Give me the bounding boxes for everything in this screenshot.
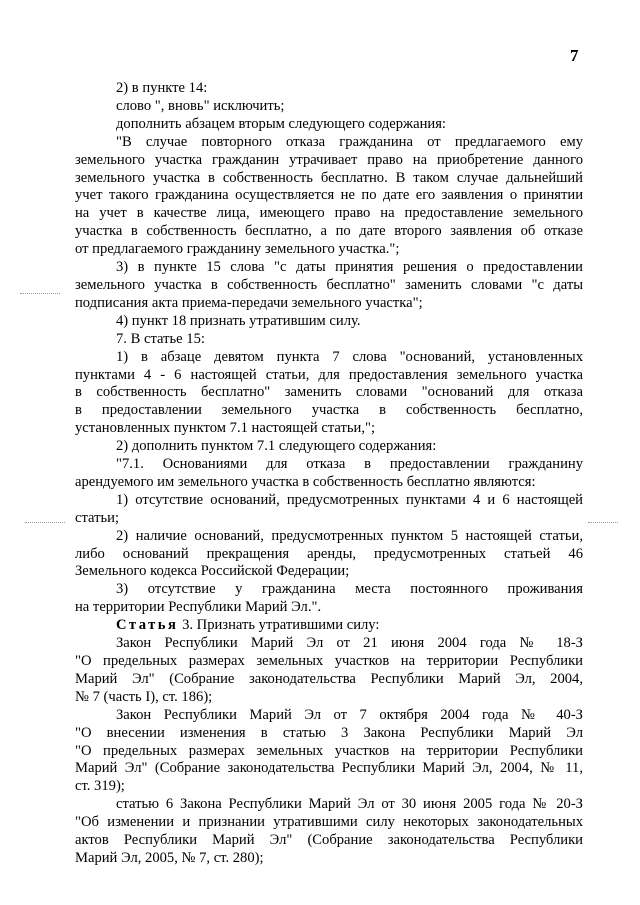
text-line: актов Республики Марий Эл" (Собрание законодательства Республики <box>75 832 583 849</box>
text-line: статью 6 Закона Республики Марий Эл от 30 июня 2005 года № 20-З <box>116 796 583 813</box>
text-line: 2) наличие оснований, предусмотренных пунктом 5 настоящей статьи, <box>116 527 583 544</box>
text-line: "О предельных размерах земельных участков на территории Республики <box>75 653 583 669</box>
text-line: 1) в абзаце девятом пункта 7 слова "оснований, установленных <box>116 348 583 365</box>
text-line: Марий Эл" (Собрание законодательства Республики Марий Эл, 2004, <box>75 670 583 687</box>
text-line: "О внесении изменения в статью 3 Закона Республики Марий Эл <box>75 724 583 741</box>
article-text: 3. Признать утратившими силу: <box>182 617 380 634</box>
page-number: 7 <box>570 46 579 65</box>
text-line: Земельного кодекса Российской Федерации; <box>75 563 350 580</box>
text-line: учет такого гражданина осуществляется не по дате его заявления о принятии <box>75 187 583 204</box>
article-heading: Статья <box>116 617 179 634</box>
text-line: Марий Эл, 2005, № 7, ст. 280); <box>75 849 264 866</box>
text-line: статьи; <box>75 509 120 526</box>
text-line: 3) в пункте 15 слова "с даты принятия решения о предоставлении <box>116 259 583 276</box>
document-body <box>75 80 583 868</box>
scan-artifact-line <box>588 522 618 524</box>
text-line: 2) в пункте 14: <box>116 80 208 96</box>
text-line: 3) отсутствие у гражданина места постоянного проживания <box>116 581 583 598</box>
text-line: 4) пункт 18 признать утратившим силу. <box>116 312 361 329</box>
scan-artifact-line <box>25 522 65 524</box>
text-line: участка в собственность бесплатно, а по дате второго заявления об отказе <box>75 223 583 240</box>
text-line: "В случае повторного отказа гражданина от предлагаемого ему <box>116 133 583 150</box>
text-line: дополнить абзацем вторым следующего содержания: <box>116 115 446 132</box>
text-line: пунктами 4 - 6 настоящей статьи, для предоставления земельного участка <box>75 366 583 383</box>
text-line: в предоставлении земельного участка в собственность бесплатно, <box>75 402 583 419</box>
text-line: установленных пунктом 7.1 настоящей статьи,"; <box>75 420 376 437</box>
text-line: земельного участка в собственность бесплатно. В таком случае дальнейший <box>75 169 583 186</box>
text-line: слово ", вновь" исключить; <box>116 97 285 114</box>
text-line: 1) отсутствие оснований, предусмотренных пунктами 4 и 6 настоящей <box>116 491 583 508</box>
text-line: 7. В статье 15: <box>116 330 205 347</box>
text-line: подписания акта приема-передачи земельного участка"; <box>75 294 423 311</box>
text-line: на территории Республики Марий Эл.". <box>75 599 322 616</box>
text-line: ст. 319); <box>75 778 125 795</box>
text-line: в собственность бесплатно" заменить словами "оснований для отказа <box>75 384 583 401</box>
text-line: Закон Республики Марий Эл от 7 октября 2004 года № 40-З <box>116 706 583 723</box>
text-line: либо оснований прекращения аренды, предусмотренных статьей 46 <box>75 545 583 562</box>
text-line: "7.1. Основаниями для отказа в предоставлении гражданину <box>116 456 583 473</box>
text-line: № 7 (часть I), ст. 186); <box>75 688 213 705</box>
text-line: "О предельных размерах земельных участков на территории Республики <box>75 742 583 759</box>
text-line: арендуемого им земельного участка в собственность бесплатно являются: <box>75 473 536 490</box>
text-line: земельного участка в собственность бесплатно" заменить словами "с даты <box>75 276 583 293</box>
text-line: Закон Республики Марий Эл от 21 июня 2004 года № 18-З <box>116 635 583 652</box>
text-line: "Об изменении и признании утратившими силу некоторых законодательных <box>75 814 583 831</box>
text-line: на учет в качестве лица, имеющего право на предоставление земельного <box>75 205 583 222</box>
text-line: земельного участка гражданин утрачивает право на приобретение данного <box>75 151 583 168</box>
text-line <box>75 617 583 635</box>
text-line: Марий Эл" (Собрание законодательства Республики Марий Эл, 2004, № 11, <box>75 760 583 777</box>
text-line: 2) дополнить пунктом 7.1 следующего содержания: <box>116 438 437 455</box>
text-line: от предлагаемого гражданину земельного участка."; <box>75 241 400 258</box>
scan-artifact-line <box>20 293 60 295</box>
